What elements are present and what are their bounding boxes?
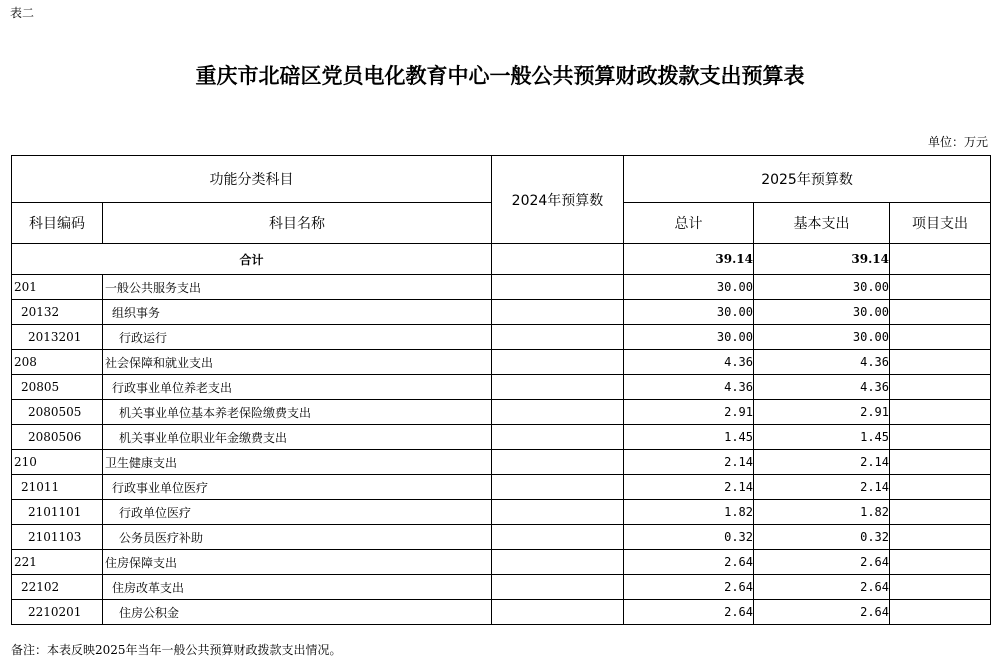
row-project xyxy=(890,275,991,300)
row-basic: 0.32 xyxy=(754,525,890,550)
row-total: 2.64 xyxy=(624,575,754,600)
row-basic: 1.45 xyxy=(754,425,890,450)
row-code: 2080506 xyxy=(12,425,103,450)
row-project xyxy=(890,375,991,400)
row-name: 行政运行 xyxy=(103,325,492,350)
row-total: 4.36 xyxy=(624,350,754,375)
row-total: 2.91 xyxy=(624,400,754,425)
row-name: 行政事业单位养老支出 xyxy=(103,375,492,400)
row-budget-2024 xyxy=(492,600,624,625)
row-project xyxy=(890,400,991,425)
row-project xyxy=(890,575,991,600)
row-budget-2024 xyxy=(492,350,624,375)
row-total: 1.45 xyxy=(624,425,754,450)
row-name: 机关事业单位职业年金缴费支出 xyxy=(103,425,492,450)
row-budget-2024 xyxy=(492,400,624,425)
table-row xyxy=(12,300,991,325)
row-total: 4.36 xyxy=(624,375,754,400)
row-budget-2024 xyxy=(492,275,624,300)
row-total: 30.00 xyxy=(624,275,754,300)
row-basic: 30.00 xyxy=(754,325,890,350)
header-total: 总计 xyxy=(624,203,754,244)
row-basic: 2.64 xyxy=(754,575,890,600)
row-project xyxy=(890,300,991,325)
row-code: 2101103 xyxy=(12,525,103,550)
header-budget-2025: 2025年预算数 xyxy=(624,156,991,203)
row-code: 208 xyxy=(12,350,103,375)
total-label: 合计 xyxy=(12,244,492,275)
row-code: 201 xyxy=(12,275,103,300)
table-row xyxy=(12,550,991,575)
row-total: 2.64 xyxy=(624,600,754,625)
footnote: 备注：本表反映2025年当年一般公共预算财政拨款支出情况。 xyxy=(11,643,342,657)
row-project xyxy=(890,350,991,375)
row-project xyxy=(890,550,991,575)
row-project xyxy=(890,425,991,450)
row-project xyxy=(890,475,991,500)
table-row xyxy=(12,375,991,400)
row-code: 20805 xyxy=(12,375,103,400)
total-project xyxy=(890,244,991,275)
total-row xyxy=(12,244,991,275)
table-number-label: 表二 xyxy=(10,6,35,20)
table-row xyxy=(12,575,991,600)
row-total: 2.64 xyxy=(624,550,754,575)
row-name: 社会保障和就业支出 xyxy=(103,350,492,375)
table-row xyxy=(12,425,991,450)
row-basic: 2.64 xyxy=(754,550,890,575)
row-budget-2024 xyxy=(492,425,624,450)
table-row xyxy=(12,525,991,550)
row-basic: 2.64 xyxy=(754,600,890,625)
row-code: 20132 xyxy=(12,300,103,325)
row-basic: 4.36 xyxy=(754,375,890,400)
row-total: 30.00 xyxy=(624,325,754,350)
row-project xyxy=(890,525,991,550)
row-project xyxy=(890,600,991,625)
row-name: 卫生健康支出 xyxy=(103,450,492,475)
row-total: 0.32 xyxy=(624,525,754,550)
header-code: 科目编码 xyxy=(12,203,103,244)
header-row-1 xyxy=(12,156,991,203)
row-budget-2024 xyxy=(492,500,624,525)
row-budget-2024 xyxy=(492,325,624,350)
row-budget-2024 xyxy=(492,475,624,500)
row-basic: 30.00 xyxy=(754,300,890,325)
table-row xyxy=(12,400,991,425)
row-budget-2024 xyxy=(492,575,624,600)
row-project xyxy=(890,325,991,350)
row-total: 2.14 xyxy=(624,450,754,475)
total-budget-2024 xyxy=(492,244,624,275)
row-total: 2.14 xyxy=(624,475,754,500)
row-name: 机关事业单位基本养老保险缴费支出 xyxy=(103,400,492,425)
row-budget-2024 xyxy=(492,525,624,550)
row-code: 2101101 xyxy=(12,500,103,525)
row-basic: 1.82 xyxy=(754,500,890,525)
row-code: 2013201 xyxy=(12,325,103,350)
row-budget-2024 xyxy=(492,450,624,475)
table-row xyxy=(12,350,991,375)
header-project: 项目支出 xyxy=(890,203,991,244)
row-basic: 30.00 xyxy=(754,275,890,300)
row-basic: 2.14 xyxy=(754,450,890,475)
unit-label: 单位：万元 xyxy=(927,135,988,149)
table-row xyxy=(12,275,991,300)
header-basic: 基本支出 xyxy=(754,203,890,244)
row-name: 住房改革支出 xyxy=(103,575,492,600)
page-title: 重庆市北碚区党员电化教育中心一般公共预算财政拨款支出预算表 xyxy=(195,63,805,88)
header-functional-category: 功能分类科目 xyxy=(12,156,492,203)
table-row xyxy=(12,600,991,625)
row-name: 住房公积金 xyxy=(103,600,492,625)
row-budget-2024 xyxy=(492,375,624,400)
row-budget-2024 xyxy=(492,550,624,575)
header-name: 科目名称 xyxy=(103,203,492,244)
row-code: 221 xyxy=(12,550,103,575)
total-basic: 39.14 xyxy=(754,244,890,275)
header-budget-2024: 2024年预算数 xyxy=(492,156,624,244)
row-name: 组织事务 xyxy=(103,300,492,325)
row-basic: 2.91 xyxy=(754,400,890,425)
row-code: 210 xyxy=(12,450,103,475)
row-name: 公务员医疗补助 xyxy=(103,525,492,550)
row-basic: 2.14 xyxy=(754,475,890,500)
row-total: 1.82 xyxy=(624,500,754,525)
table-row xyxy=(12,450,991,475)
row-name: 行政单位医疗 xyxy=(103,500,492,525)
table-row xyxy=(12,325,991,350)
table-row xyxy=(12,475,991,500)
row-project xyxy=(890,450,991,475)
row-project xyxy=(890,500,991,525)
budget-table xyxy=(11,155,991,625)
row-total: 30.00 xyxy=(624,300,754,325)
row-name: 一般公共服务支出 xyxy=(103,275,492,300)
row-code: 22102 xyxy=(12,575,103,600)
row-budget-2024 xyxy=(492,300,624,325)
total-total: 39.14 xyxy=(624,244,754,275)
row-code: 21011 xyxy=(12,475,103,500)
row-code: 2210201 xyxy=(12,600,103,625)
row-basic: 4.36 xyxy=(754,350,890,375)
row-name: 行政事业单位医疗 xyxy=(103,475,492,500)
row-name: 住房保障支出 xyxy=(103,550,492,575)
table-row xyxy=(12,500,991,525)
row-code: 2080505 xyxy=(12,400,103,425)
